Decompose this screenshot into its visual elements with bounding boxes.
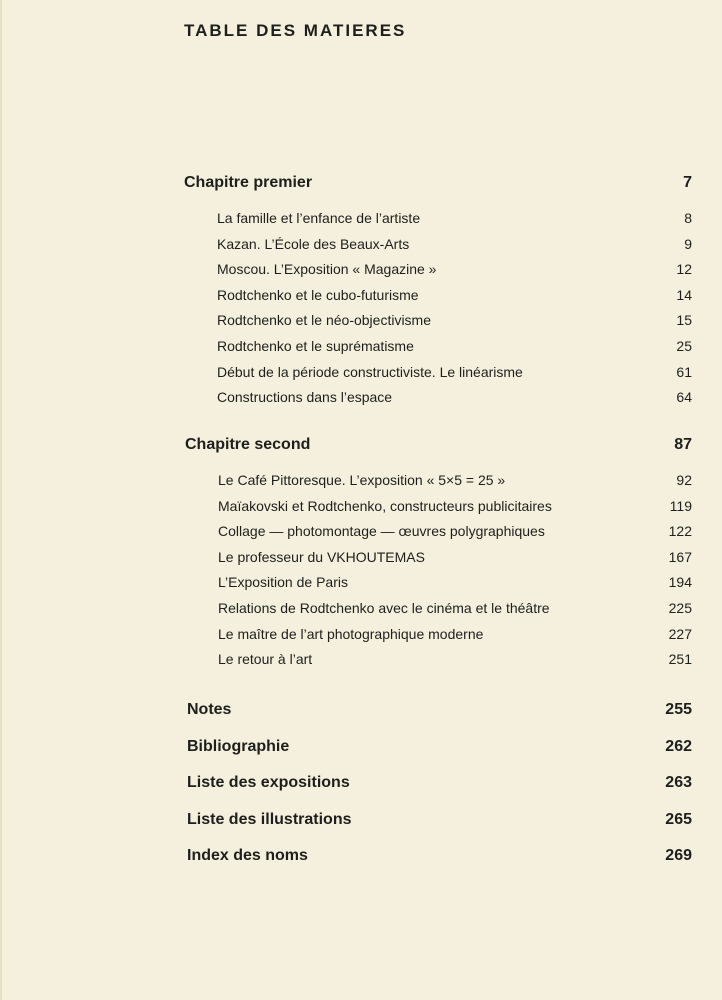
toc-entry[interactable] bbox=[217, 364, 692, 390]
chapter-heading[interactable] bbox=[185, 436, 692, 460]
chapter-section-1 bbox=[184, 174, 692, 415]
entry-title: Kazan. L’École des Beaux-Arts bbox=[217, 235, 410, 252]
entry-title: Rodtchenko et le cubo-futurisme bbox=[217, 286, 419, 303]
entry-title: Rodtchenko et le néo-objectivisme bbox=[217, 312, 432, 329]
toc-entry[interactable] bbox=[218, 574, 692, 600]
entry-page-number: 167 bbox=[668, 548, 692, 565]
chapter-title: Chapitre premier bbox=[184, 174, 313, 191]
back-matter-title: Liste des expositions bbox=[187, 774, 350, 792]
toc-entry[interactable] bbox=[217, 210, 692, 236]
back-matter-title: Notes bbox=[187, 701, 232, 718]
back-matter-page-number: 269 bbox=[665, 847, 692, 865]
toc-entry[interactable] bbox=[217, 389, 692, 415]
back-matter-item-index[interactable] bbox=[187, 847, 692, 884]
back-matter-item-notes[interactable] bbox=[187, 701, 692, 738]
entry-title: Le Café Pittoresque. L’exposition « 5×5 = 25 » bbox=[218, 472, 506, 488]
chapter-page-number: 7 bbox=[683, 174, 692, 191]
back-matter-page-number: 262 bbox=[665, 737, 692, 755]
entry-title: Relations de Rodtchenko avec le cinéma et le théâtre bbox=[218, 599, 550, 616]
entry-page-number: 194 bbox=[668, 574, 692, 591]
entry-page-number: 227 bbox=[668, 625, 692, 642]
back-matter-item-expositions[interactable] bbox=[187, 774, 692, 811]
entry-title: L’Exposition de Paris bbox=[218, 574, 348, 591]
toc-entry[interactable] bbox=[218, 626, 692, 652]
entry-page-number: 61 bbox=[676, 363, 692, 380]
toc-entry[interactable] bbox=[217, 312, 692, 338]
entry-page-number: 8 bbox=[684, 210, 692, 226]
chapter-entries bbox=[185, 472, 692, 677]
back-matter-item-illustrations[interactable] bbox=[187, 811, 692, 848]
entry-page-number: 14 bbox=[676, 286, 692, 303]
back-matter-title: Index des noms bbox=[187, 847, 308, 865]
entry-page-number: 25 bbox=[676, 337, 692, 354]
entry-title: Constructions dans l’espace bbox=[217, 389, 393, 406]
entry-page-number: 12 bbox=[676, 261, 692, 278]
back-matter-list bbox=[187, 701, 692, 884]
toc-entry[interactable] bbox=[218, 651, 692, 677]
back-matter-title: Bibliographie bbox=[187, 737, 290, 755]
toc-entry[interactable] bbox=[217, 338, 692, 364]
back-matter-page-number: 255 bbox=[665, 701, 692, 718]
chapter-page-number: 87 bbox=[674, 436, 692, 453]
page-title: TABLE DES MATIERES bbox=[184, 21, 407, 40]
entry-title: Début de la période constructiviste. Le linéarisme bbox=[217, 363, 523, 380]
entry-title: Rodtchenko et le suprématisme bbox=[217, 337, 414, 354]
toc-entry[interactable] bbox=[218, 600, 692, 626]
entry-page-number: 251 bbox=[668, 651, 692, 668]
entry-page-number: 119 bbox=[669, 497, 692, 514]
entry-page-number: 225 bbox=[668, 599, 692, 616]
chapter-section-2 bbox=[185, 436, 692, 677]
back-matter-item-bibliographie[interactable] bbox=[187, 738, 692, 775]
entry-title: La famille et l’enfance de l’artiste bbox=[217, 210, 421, 226]
toc-entry[interactable] bbox=[218, 498, 692, 524]
toc-entry[interactable] bbox=[218, 549, 692, 575]
entry-page-number: 92 bbox=[676, 472, 692, 488]
entry-page-number: 9 bbox=[684, 235, 692, 252]
toc-entry[interactable] bbox=[217, 287, 692, 313]
toc-entry[interactable] bbox=[218, 523, 692, 549]
chapter-title: Chapitre second bbox=[185, 436, 311, 453]
back-matter-page-number: 263 bbox=[665, 774, 692, 792]
back-matter-title: Liste des illustrations bbox=[187, 810, 352, 828]
toc-entry[interactable] bbox=[218, 472, 692, 498]
toc-entry[interactable] bbox=[217, 236, 692, 262]
entry-title: Le professeur du VKHOUTEMAS bbox=[218, 548, 425, 565]
back-matter-page-number: 265 bbox=[665, 810, 692, 828]
entry-title: Moscou. L’Exposition « Magazine » bbox=[217, 261, 437, 278]
chapter-heading[interactable] bbox=[184, 174, 692, 198]
chapter-entries bbox=[184, 210, 692, 415]
entry-title: Le maître de l’art photographique moderne bbox=[218, 625, 484, 642]
toc-entry[interactable] bbox=[217, 261, 692, 287]
entry-title: Maïakovski et Rodtchenko, constructeurs publicitaires bbox=[218, 497, 552, 514]
entry-page-number: 64 bbox=[676, 389, 692, 406]
entry-page-number: 15 bbox=[676, 312, 692, 329]
entry-title: Collage — photomontage — œuvres polygraphiques bbox=[218, 523, 545, 540]
entry-page-number: 122 bbox=[668, 523, 692, 540]
entry-title: Le retour à l’art bbox=[218, 651, 313, 668]
